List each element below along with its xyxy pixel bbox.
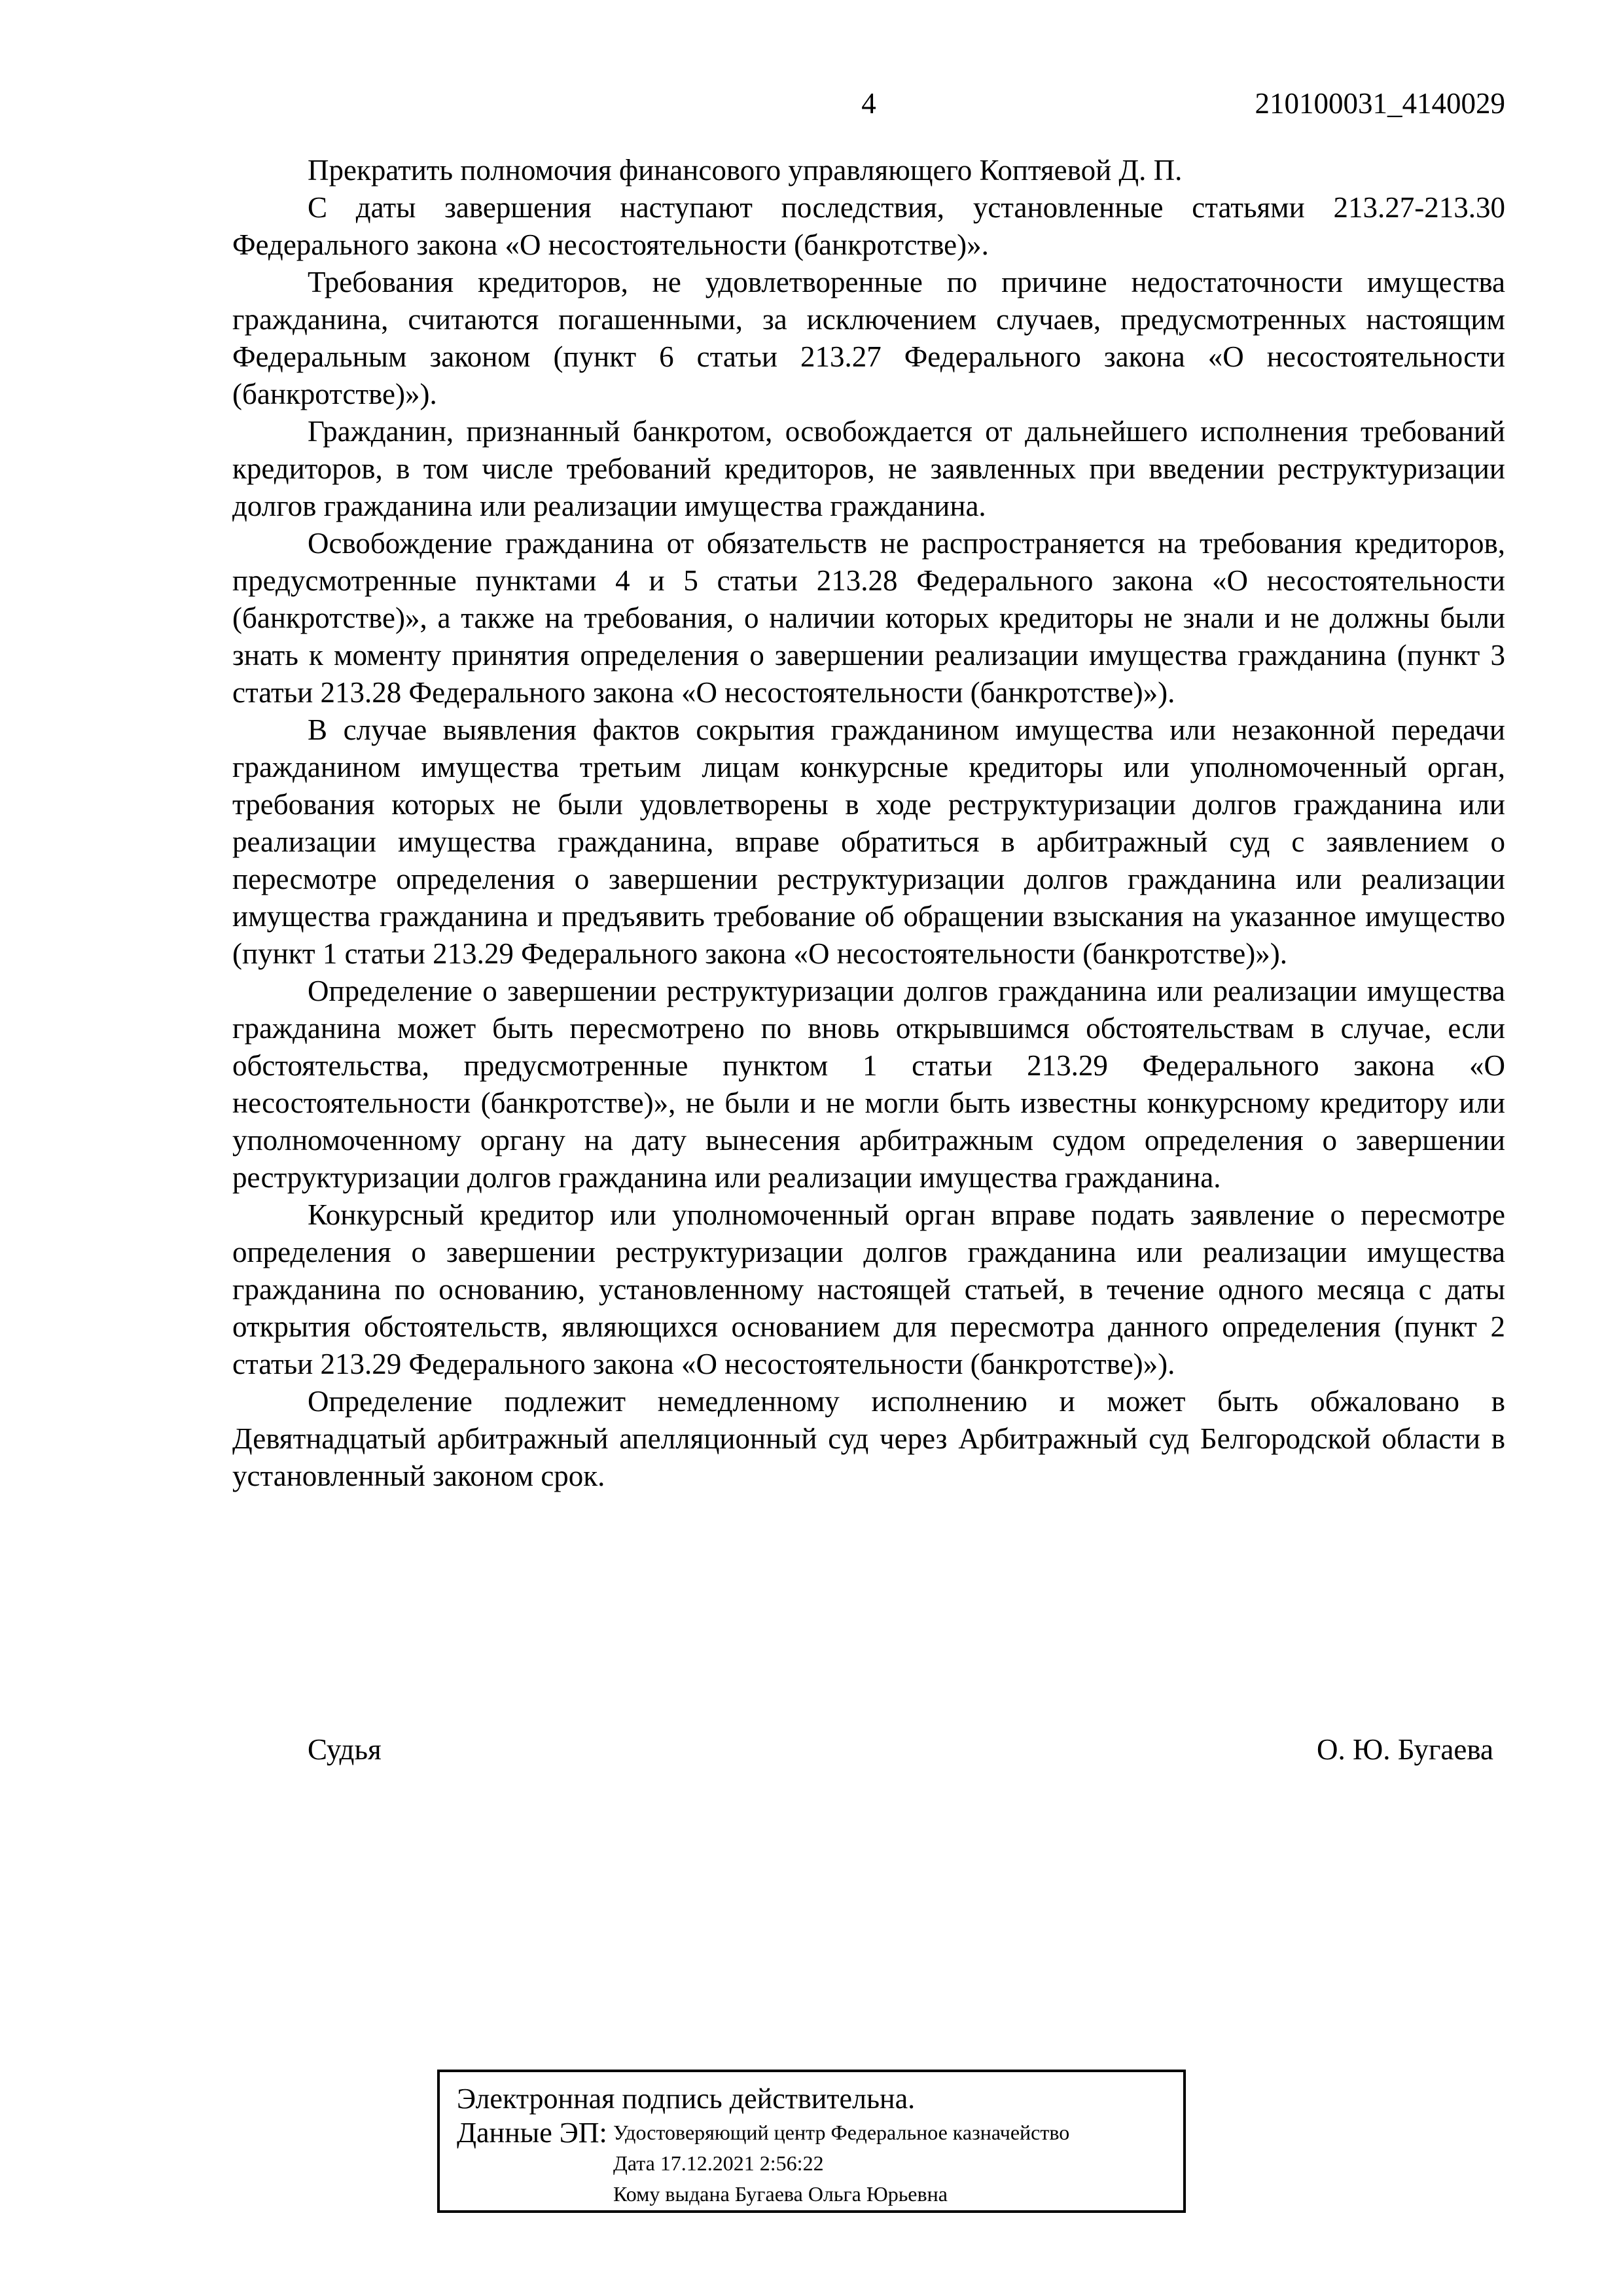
page-number: 4: [861, 87, 876, 120]
judge-name: О. Ю. Бугаева: [1317, 1733, 1493, 1766]
paragraph: В случае выявления фактов сокрытия гражданином имущества или незаконной передачи гражданином имущества третьим лицам конкурсные кредиторы или уполномоченный орган, требования которых не были удовлетворены в ходе реструктуризации долгов гражданина или реализации имущества гражданина, вправе обратиться в арбитражный суд с заявлением о пересмотре определения о завершении реструктуризации долгов гражданина или реализации имущества гражданина и предъявить требование об обращении взыскания на указанное имущество (пункт 1 статьи 213.29 Федерального закона «О несостоятельности (банкротстве)»).: [232, 713, 1505, 970]
paragraph: Определение о завершении реструктуризации долгов гражданина или реализации имущества гражданина может быть пересмотрено по вновь открывшимся обстоятельствам в случае, если обстоятельства, предусмотренные пунктом 1 статьи 213.29 Федерального закона «О несостоятельности (банкротстве)», не были и не могли быть известны конкурсному кредитору или уполномоченному органу на дату вынесения арбитражным судом определения о завершении реструктуризации долгов гражданина или реализации имущества гражданина.: [232, 975, 1505, 1194]
stamp-date: Дата 17.12.2021 2:56:22: [613, 2151, 824, 2175]
page-header: [232, 85, 1505, 122]
paragraph: Освобождение гражданина от обязательств не распространяется на требования кредиторов, предусмотренные пунктами 4 и 5 статьи 213.28 Федерального закона «О несостоятельности (банкротстве)», а также на требования, о наличии которых кредиторы не знали и не должны были знать к моменту принятия определения о завершении реализации имущества гражданина (пункт 3 статьи 213.28 Федерального закона «О несостоятельности (банкротстве)»).: [232, 527, 1505, 709]
stamp-data-label: Данные ЭП:: [457, 2117, 607, 2149]
paragraph: Определение подлежит немедленному исполнению и может быть обжаловано в Девятнадцатый арбитражный апелляционный суд через Арбитражный суд Белгородской области в установленный законом срок.: [232, 1385, 1505, 1492]
paragraph: С даты завершения наступают последствия, установленные статьями 213.27-213.30 Федерального закона «О несостоятельности (банкротстве)».: [232, 191, 1505, 261]
stamp-data-row: [457, 2117, 1177, 2210]
paragraph: Прекратить полномочия финансового управляющего Коптяевой Д. П.: [308, 154, 1183, 187]
paragraph: Конкурсный кредитор или уполномоченный орган вправе подать заявление о пересмотре определения о завершении реструктуризации долгов гражданина или реализации имущества гражданина по основанию, установленному настоящей статьей, в течение одного месяца с даты открытия обстоятельств, являющихся основанием для пересмотра данного определения (пункт 2 статьи 213.29 Федерального закона «О несостоятельности (банкротстве)»).: [232, 1198, 1505, 1380]
stamp-title: Электронная подпись действительна.: [457, 2083, 916, 2115]
stamp-data-lines: [613, 2117, 1177, 2210]
stamp-certifying-center: Удостоверяющий центр Федеральное казначейство: [613, 2121, 1070, 2144]
electronic-signature-stamp: [437, 2070, 1186, 2213]
document-body: [232, 152, 1505, 1495]
judge-label: Судья: [308, 1733, 382, 1766]
stamp-issued-to: Кому выдана Бугаева Ольга Юрьевна: [613, 2182, 948, 2206]
paragraph: Гражданин, признанный банкротом, освобождается от дальнейшего исполнения требований кредиторов, в том числе требований кредиторов, не заявленных при введении реструктуризации долгов гражданина или реализации имущества гражданина.: [232, 415, 1505, 522]
paragraph: Требования кредиторов, не удовлетворенные по причине недостаточности имущества гражданина, считаются погашенными, за исключением случаев, предусмотренных настоящим Федеральным законом (пункт 6 статьи 213.27 Федерального закона «О несостоятельности (банкротстве)»).: [232, 266, 1505, 410]
document-id: 210100031_4140029: [1255, 87, 1505, 120]
